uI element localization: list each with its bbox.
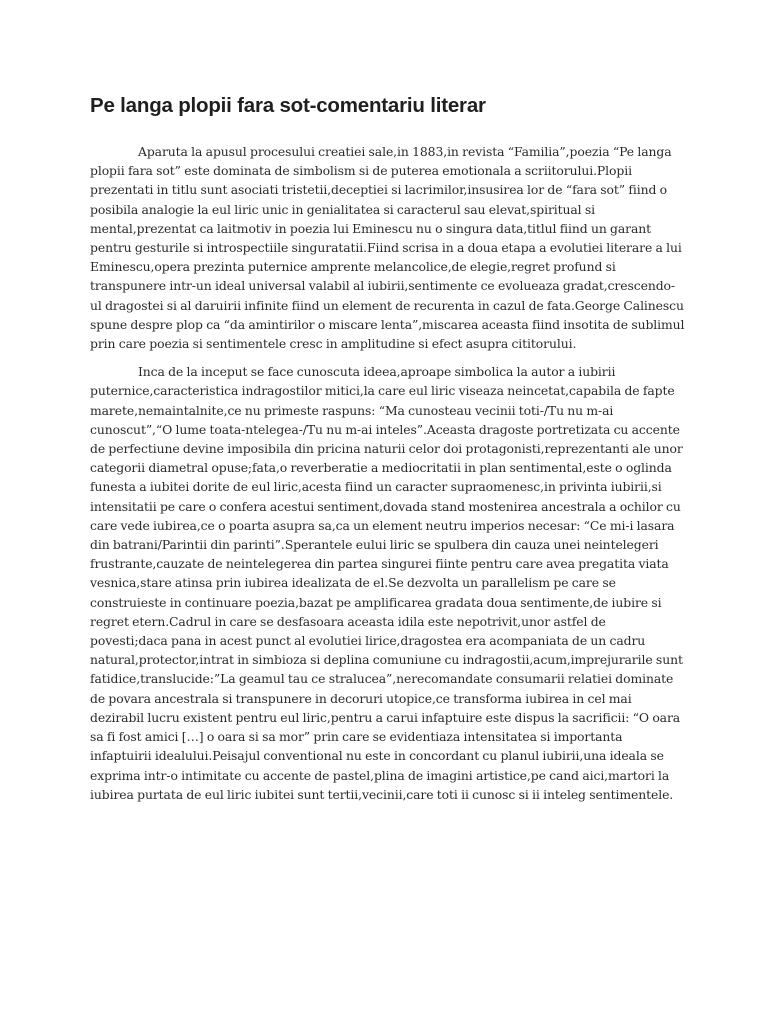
document-title: Pe langa plopii fara sot-comentariu literar — [90, 94, 486, 117]
paragraph-analysis: Inca de la inceput se face cunoscuta ideea,aproape simbolica la autor a iubirii puternice,caracteristica indragostilor mitici,la care eul liric viseaza neincetat,capabila de fapte marete,nemaintalnite,ce nu primeste raspuns: “Ma cunosteau vecinii toti-/Tu nu m-ai cunoscut”,“O lume toata-ntelegea-/Tu nu m-ai inteles”.Aceasta dragoste portretizata cu accente de perfectiune devine imposibila din pricina naturii celor doi protagonisti,reprezentanti ale unor categorii diametral opuse;fata,o reverberatie a mediocritatii in plan sentimental,este o oglinda funesta a iubitei dorite de eul liric,acesta fiind un caracter supraomenesc,in privinta iubirii,si intensitatii pe care o confera acestui sentiment,dovada stand mostenirea ancestrala a ochilor cu care vede iubirea,ce o poarta asupra sa,ca un element neutru imperios necesar: “Ce mi-i lasara din batrani/Parintii din parinti”.Sperantele eului liric se spulbera din cauza unei neintelegeri frustrante,cauzate de neintelegerea din partea singurei fiinte pentru care avea pregatita viata vesnica,stare atinsa prin iubirea idealizata de el.Se dezvolta un parallelism pe care se construieste in continuare poezia,bazat pe amplificarea gradata doua sentimente,de iubire si regret etern.Cadrul in care se desfasoara aceasta idila este nepotrivit,unor astfel de povesti;daca pana in acest punct al evolutiei lirice,dragostea era acompaniata de un cadru natural,protector,intrat in simbioza si deplina comuniune cu indragostii,acum,imprejurarile sunt fatidice,translucide:”La geamul tau ce stralucea”,nerecomandate consumarii relatiei dominate de povara ancestrala si transpunere in decoruri utopice,ce transforma iubirea in cel mai dezirabil lucru existent pentru eul liric,pentru a carui infaptuire este dispus la sacrificii: “O oara sa fi fost amici […] o oara si sa mor” prin care se evidentiaza intensitatea si importanta infaptuirii idealului.Peisajul conventional nu este in concordant cu planul iubirii,una ideala se exprima intr-o intimitate cu accente de pastel,plina de imagini artistice,pe cand aici,martori la iubirea purtata de eul liric iubitei sunt tertii,vecinii,care toti ii cunosc si ii inteleg sentimentele. — [90, 364, 683, 802]
paragraph-intro: Aparuta la apusul procesului creatiei sale,in 1883,in revista “Familia”,poezia “Pe langa plopii fara sot” este dominata de simbolism si de puterea emotionala a scriitorului.Plopii prezentati in titlu sunt asociati tristetii,deceptiei si lacrimilor,insusirea lor de “fara sot” fiind o posibila analogie la eul liric unic in genialitatea si caracterul sau elevat,spiritual si mental,prezentat ca laitmotiv in poezia lui Eminescu nu o singura data,titlul fiind un garant pentru gesturile si introspectiile singuratatii.Fiind scrisa in a doua etapa a evolutiei literare a lui Eminescu,opera prezinta puternice amprente melancolice,de elegie,regret profund si transpunere intr-un ideal universal valabil al iubirii,sentimente ce evolueaza gradat,crescendo-ul dragostei si al daruirii infinite fiind un element de recurenta in cazul de fata.George Calinescu spune despre plop ca “da amintirilor o miscare lenta”,miscarea aceasta fiind insotita de sublimul prin care poezia si sentimentele cresc in amplitudine si efect asupra cititorului. — [90, 144, 685, 352]
